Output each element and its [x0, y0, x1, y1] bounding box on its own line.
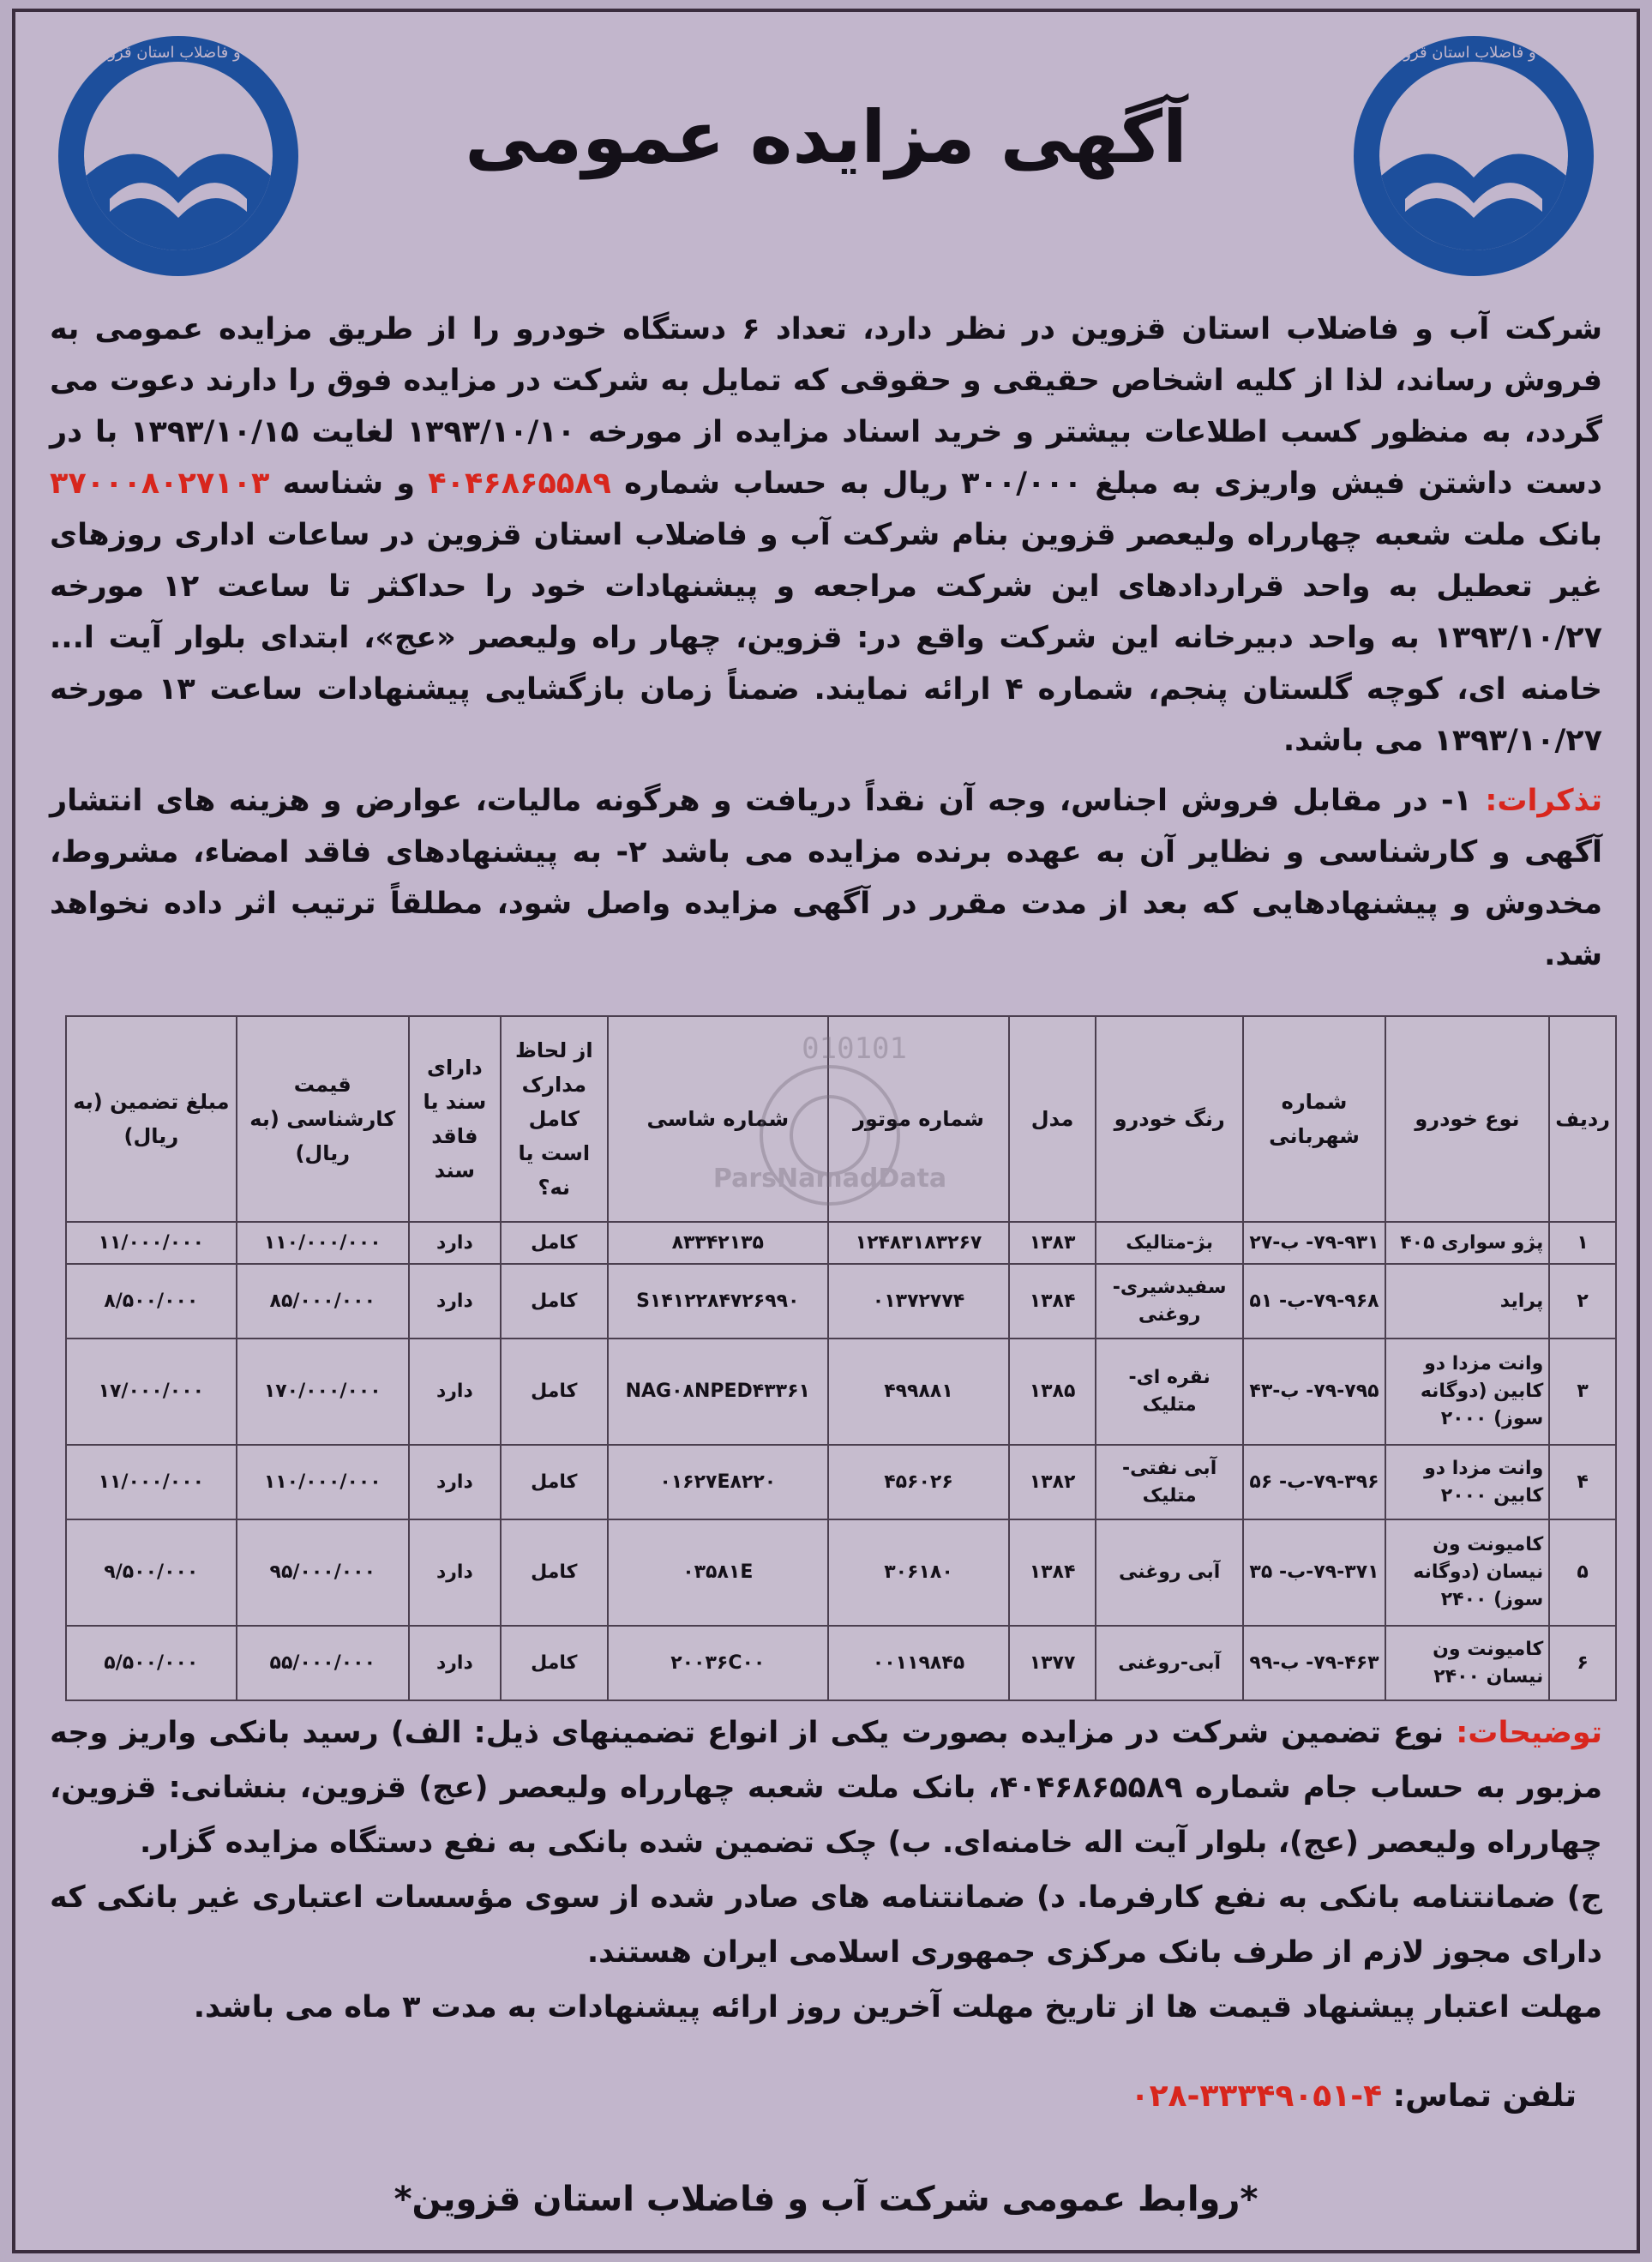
vehicle-type: وانت مزدا دو کابین (دوگانه سوز) ۲۰۰۰ — [1385, 1339, 1550, 1445]
table-row — [66, 1519, 1616, 1626]
title-deed-status: دارد — [409, 1626, 501, 1700]
appraised-price: ۱۱۰/۰۰۰/۰۰۰ — [237, 1222, 409, 1264]
explanations-section — [50, 1706, 1602, 2035]
explanations-label: توضیحات: — [1456, 1716, 1603, 1750]
advertisement-page — [12, 9, 1640, 2253]
deposit-amount: ۱۷/۰۰۰/۰۰۰ — [66, 1339, 237, 1445]
plate-number: ۷۹-۹۳۱- ب-۲۷ — [1243, 1222, 1385, 1264]
vehicles-table — [65, 1015, 1617, 1701]
engine-number: ۴۵۶۰۲۶ — [828, 1445, 1009, 1519]
water-company-logo-icon — [50, 27, 307, 285]
documents-status: کامل — [501, 1445, 608, 1519]
table-header-row — [66, 1016, 1616, 1222]
explanation-text: نوع تضمین شرکت در مزایده بصورت یکی از انواع تضمینهای ذیل: الف) رسید بانکی واریز وجه مزبور به حساب جام شماره ۴۰۴۶۸۶۵۵۸۹، بانک ملت شعبه چهارراه ولیعصر (عج) قزوین، بنشانی: قزوین، چهارراه ولیعصر (عج)، بلوار آیت اله خامنه‌ای. ب) چک تضمین شده بانکی به نفع دستگاه مزایده گزار. — [50, 1716, 1603, 1860]
column-header: دارای سند یا فاقد سند — [409, 1016, 501, 1222]
title-deed-status: دارد — [409, 1445, 501, 1519]
title-deed-status: دارد — [409, 1264, 501, 1339]
deposit-amount: ۵/۵۰۰/۰۰۰ — [66, 1626, 237, 1700]
column-header: از لحاظ مدارک کامل است یا نه؟ — [501, 1016, 608, 1222]
plate-number: ۷۹-۹۶۸-ب- ۵۱ — [1243, 1264, 1385, 1339]
deposit-amount: ۱۱/۰۰۰/۰۰۰ — [66, 1445, 237, 1519]
notes-text: ۱- در مقابل فروش اجناس، وجه آن نقداً دریافت و هرگونه مالیات، عوارض و هزینه های انتشار آگهی و کارشناسی و نظایر آن به عهده برنده مزایده می باشد ۲- به پیشنهادهای فاقد امضاء، مشروط، مخدوش و پیشنهادهایی که بعد از مدت مقرر در آگهی مزایده واصل شود، مطلقاً ترتیب اثر داده نخواهد شد. — [50, 784, 1602, 972]
intro-text: شرکت آب و فاضلاب استان قزوین در نظر دارد، تعداد ۶ دستگاه خودرو را از طریق مزایده عمومی به فروش رساند، لذا از کلیه اشخاص حقیقی و حقوقی که تمایل به شرکت در مزایده فوق را دارند دعوت می گردد، به منظور کسب اطلاعات بیشتر و خرید اسناد مزایده از مورخه ۱۳۹۳/۱۰/۱۰ لغایت ۱۳۹۳/۱۰/۱۵ با در دست داشتن فیش واریزی به مبلغ ۳۰۰/۰۰۰ ریال به حساب شماره — [50, 312, 1603, 501]
model-year: ۱۳۸۴ — [1009, 1264, 1096, 1339]
payment-id: ۳۷۰۰۰۸۰۲۷۱۰۳ — [50, 466, 270, 501]
column-header: رنگ خودرو — [1096, 1016, 1244, 1222]
account-number: ۴۰۴۶۸۶۵۵۸۹ — [428, 466, 611, 501]
plate-number: ۷۹-۴۶۳- ب-۹۹ — [1243, 1626, 1385, 1700]
documents-status: کامل — [501, 1339, 608, 1445]
documents-status: کامل — [501, 1519, 608, 1626]
chassis-number: NAG۰۸NPED۴۳۳۶۱ — [608, 1339, 828, 1445]
logo-caption: آب و فاضلاب استان قزوین — [92, 44, 265, 62]
plate-number: ۷۹-۷۹۵- ب-۴۳ — [1243, 1339, 1385, 1445]
chassis-number: ۸۳۳۴۲۱۳۵ — [608, 1222, 828, 1264]
chassis-number: ۰۱۶۲۷E۸۲۲۰ — [608, 1445, 828, 1519]
notes-paragraph — [50, 775, 1602, 981]
intro-paragraph — [50, 304, 1602, 767]
intro-text: و شناسه — [282, 466, 416, 501]
appraised-price: ۱۷۰/۰۰۰/۰۰۰ — [237, 1339, 409, 1445]
vehicle-type: پژو سواری ۴۰۵ — [1385, 1222, 1550, 1264]
column-header: ردیف — [1549, 1016, 1616, 1222]
water-company-logo-icon — [1345, 27, 1602, 285]
vehicle-color: آبی نفتی- متلیک — [1096, 1445, 1244, 1519]
row-number: ۱ — [1549, 1222, 1616, 1264]
page-title: آگهی مزایده عمومی — [465, 95, 1187, 179]
vehicle-color: نقره ای- متلیک — [1096, 1339, 1244, 1445]
documents-status: کامل — [501, 1626, 608, 1700]
model-year: ۱۳۸۲ — [1009, 1445, 1096, 1519]
engine-number: ۰۱۳۷۲۷۷۴ — [828, 1264, 1009, 1339]
deposit-amount: ۱۱/۰۰۰/۰۰۰ — [66, 1222, 237, 1264]
engine-number: ۳۰۶۱۸۰ — [828, 1519, 1009, 1626]
column-header: شماره موتور — [828, 1016, 1009, 1222]
plate-number: ۷۹-۳۷۱-ب- ۳۵ — [1243, 1519, 1385, 1626]
title-deed-status: دارد — [409, 1339, 501, 1445]
row-number: ۴ — [1549, 1445, 1616, 1519]
table-row — [66, 1222, 1616, 1264]
deposit-amount: ۹/۵۰۰/۰۰۰ — [66, 1519, 237, 1626]
vehicle-color: آبی-روغنی — [1096, 1626, 1244, 1700]
model-year: ۱۳۷۷ — [1009, 1626, 1096, 1700]
title-deed-status: دارد — [409, 1222, 501, 1264]
documents-status: کامل — [501, 1222, 608, 1264]
vehicle-type: کامیونت ون نیسان (دوگانه سوز) ۲۴۰۰ — [1385, 1519, 1550, 1626]
column-header: مدل — [1009, 1016, 1096, 1222]
engine-number: ۴۹۹۸۸۱ — [828, 1339, 1009, 1445]
watermark-digits: 010101 — [802, 1032, 907, 1066]
vehicle-type: کامیونت ون نیسان ۲۴۰۰ — [1385, 1626, 1550, 1700]
model-year: ۱۳۸۵ — [1009, 1339, 1096, 1445]
phone-label: تلفن تماس: — [1392, 2079, 1577, 2114]
row-number: ۲ — [1549, 1264, 1616, 1339]
vehicle-color: بژ-متالیک — [1096, 1222, 1244, 1264]
vehicle-type: وانت مزدا دو کابین ۲۰۰۰ — [1385, 1445, 1550, 1519]
footer-signature: *روابط عمومی شرکت آب و فاضلاب استان قزوین* — [393, 2180, 1259, 2219]
vehicle-color: آبی روغنی — [1096, 1519, 1244, 1626]
row-number: ۶ — [1549, 1626, 1616, 1700]
table-row — [66, 1339, 1616, 1445]
chassis-number: ۰۳۵۸۱E — [608, 1519, 828, 1626]
table-row — [66, 1264, 1616, 1339]
table-row — [66, 1445, 1616, 1519]
column-header: نوع خودرو — [1385, 1016, 1550, 1222]
engine-number: ۱۲۴۸۳۱۸۳۲۶۷ — [828, 1222, 1009, 1264]
row-number: ۳ — [1549, 1339, 1616, 1445]
column-header: مبلغ تضمین (به ریال) — [66, 1016, 237, 1222]
documents-status: کامل — [501, 1264, 608, 1339]
appraised-price: ۱۱۰/۰۰۰/۰۰۰ — [237, 1445, 409, 1519]
plate-number: ۷۹-۳۹۶-ب- ۵۶ — [1243, 1445, 1385, 1519]
model-year: ۱۳۸۴ — [1009, 1519, 1096, 1626]
model-year: ۱۳۸۳ — [1009, 1222, 1096, 1264]
row-number: ۵ — [1549, 1519, 1616, 1626]
column-header: شماره شاسی — [608, 1016, 828, 1222]
column-header: قیمت کارشناسی (به ریال) — [237, 1016, 409, 1222]
explanation-paragraph — [50, 1706, 1602, 1870]
explanation-paragraph: ج) ضمانتنامه بانکی به نفع کارفرما. د) ضمانتنامه های صادر شده از سوی مؤسسات اعتباری غیر بانکی که دارای مجوز لازم از طرف بانک مرکزی جمهوری اسلامی ایران هستند. — [50, 1880, 1602, 1970]
engine-number: ۰۰۱۱۹۸۴۵ — [828, 1626, 1009, 1700]
explanation-paragraph: مهلت اعتبار پیشنهاد قیمت ها از تاریخ مهلت آخرین روز ارائه پیشنهادات به مدت ۳ ماه می باشد. — [193, 1990, 1602, 2024]
appraised-price: ۸۵/۰۰۰/۰۰۰ — [237, 1264, 409, 1339]
appraised-price: ۹۵/۰۰۰/۰۰۰ — [237, 1519, 409, 1626]
intro-text: بانک ملت شعبه چهارراه ولیعصر قزوین بنام شرکت آب و فاضلاب استان قزوین در ساعات اداری روزهای غیر تعطیل به واحد قراردادهای این شرکت مراجعه و پیشنهادات خود را حداکثر تا ساعت ۱۲ مورخه ۱۳۹۳/۱۰/۲۷ به واحد دبیرخانه این شرکت واقع در: قزوین، چهار راه ولیعصر «عج»، ابتدای بلوار آیت ا... خامنه ای، کوچه گلستان پنجم، شماره ۴ ارائه نمایند. ضمناً زمان بازگشایی پیشنهادات ساعت ۱۳ مورخه ۱۳۹۳/۱۰/۲۷ می باشد. — [50, 518, 1602, 758]
contact-phone — [1131, 2079, 1577, 2114]
deposit-amount: ۸/۵۰۰/۰۰۰ — [66, 1264, 237, 1339]
phone-number: ۰۲۸-۳۳۳۴۹۰۵۱-۴ — [1130, 2079, 1383, 2114]
notes-label: تذکرات: — [1485, 784, 1602, 818]
watermark-text: ParsNamadData — [712, 1164, 947, 1194]
chassis-number: ۲۰۰۳۶C۰۰ — [608, 1626, 828, 1700]
logo-caption: آب و فاضلاب استان قزوین — [1387, 44, 1560, 62]
appraised-price: ۵۵/۰۰۰/۰۰۰ — [237, 1626, 409, 1700]
title-deed-status: دارد — [409, 1519, 501, 1626]
chassis-number: S۱۴۱۲۲۸۴۷۲۶۹۹۰ — [608, 1264, 828, 1339]
column-header: شماره شهربانی — [1243, 1016, 1385, 1222]
vehicle-type: پراید — [1385, 1264, 1550, 1339]
vehicle-color: سفیدشیری- روغنی — [1096, 1264, 1244, 1339]
table-row — [66, 1626, 1616, 1700]
